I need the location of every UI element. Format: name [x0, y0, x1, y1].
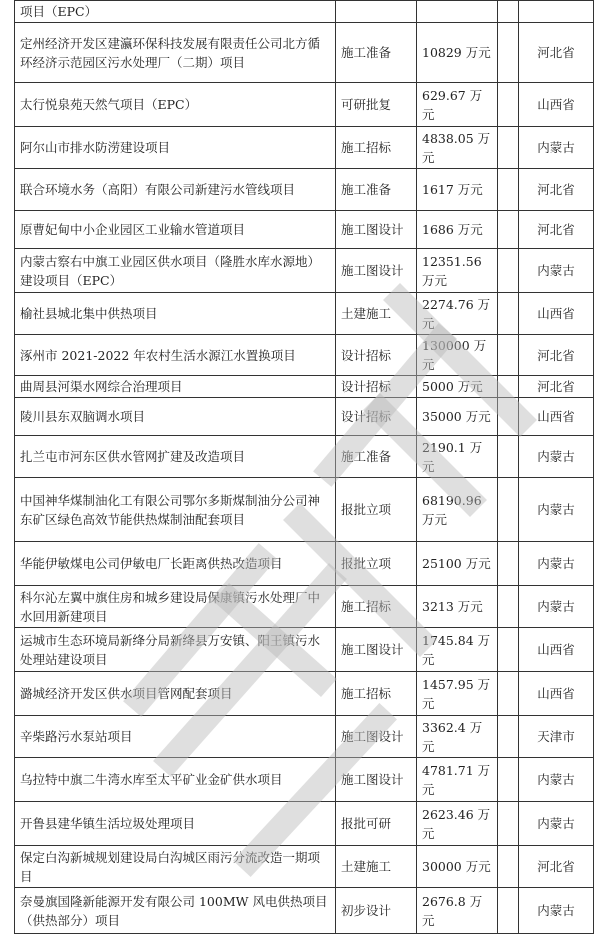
investment-cell: 629.67 万元: [417, 83, 498, 127]
stage-cell: 土建施工: [336, 293, 417, 335]
project-name-cell: 定州经济开发区建瀛环保科技发展有限责任公司北方循环经济示范园区污水处理厂（二期）项目: [15, 23, 336, 83]
stage-cell: 报批可研: [336, 802, 417, 846]
province-cell: 河北省: [519, 211, 594, 249]
stage-cell: 施工图设计: [336, 758, 417, 802]
province-cell: 内蒙古: [519, 127, 594, 169]
province-cell: 山西省: [519, 293, 594, 335]
blank-cell: [498, 398, 519, 436]
blank-cell: [498, 716, 519, 758]
project-name-cell: 运城市生态环境局新绛分局新绛县万安镇、阳王镇污水处理站建设项目: [15, 628, 336, 672]
stage-cell: 土建施工: [336, 846, 417, 888]
stage-cell: 施工招标: [336, 127, 417, 169]
table-row: [15, 716, 594, 758]
project-name-cell: 扎兰屯市河东区供水管网扩建及改造项目: [15, 436, 336, 478]
blank-cell: [498, 127, 519, 169]
stage-cell: 施工图设计: [336, 249, 417, 293]
stage-cell: 设计招标: [336, 398, 417, 436]
blank-cell: [498, 23, 519, 83]
table-row: [15, 335, 594, 376]
investment-cell: 5000 万元: [417, 376, 498, 398]
blank-cell: [498, 1, 519, 23]
project-name-cell: 阿尔山市排水防涝建设项目: [15, 127, 336, 169]
project-table: [14, 0, 594, 934]
blank-cell: [498, 586, 519, 628]
stage-cell: 施工招标: [336, 586, 417, 628]
investment-cell: 12351.56 万元: [417, 249, 498, 293]
province-cell: 河北省: [519, 23, 594, 83]
project-name-cell: 科尔沁左翼中旗住房和城乡建设局保康镇污水处理厂中水回用新建项目: [15, 586, 336, 628]
province-cell: [519, 1, 594, 23]
stage-cell: 施工准备: [336, 436, 417, 478]
project-name-cell: 项目（EPC）: [15, 1, 336, 23]
table-row: [15, 23, 594, 83]
stage-cell: 施工图设计: [336, 211, 417, 249]
province-cell: 内蒙古: [519, 586, 594, 628]
province-cell: 山西省: [519, 628, 594, 672]
table-row: [15, 758, 594, 802]
project-name-cell: 联合环境水务（高阳）有限公司新建污水管线项目: [15, 169, 336, 211]
stage-cell: 施工准备: [336, 23, 417, 83]
investment-cell: 68190.96 万元: [417, 478, 498, 542]
blank-cell: [498, 211, 519, 249]
table-row: [15, 376, 594, 398]
blank-cell: [498, 846, 519, 888]
investment-cell: 130000 万元: [417, 335, 498, 376]
investment-cell: 2274.76 万元: [417, 293, 498, 335]
blank-cell: [498, 376, 519, 398]
investment-cell: 2676.8 万元: [417, 888, 498, 934]
project-name-cell: 开鲁县建华镇生活垃圾处理项目: [15, 802, 336, 846]
table-row: [15, 249, 594, 293]
blank-cell: [498, 169, 519, 211]
table-row: [15, 127, 594, 169]
stage-cell: 设计招标: [336, 335, 417, 376]
table-row: [15, 169, 594, 211]
province-cell: 河北省: [519, 169, 594, 211]
investment-cell: 2190.1 万元: [417, 436, 498, 478]
table-row: [15, 83, 594, 127]
investment-cell: 1617 万元: [417, 169, 498, 211]
blank-cell: [498, 672, 519, 716]
province-cell: 河北省: [519, 335, 594, 376]
blank-cell: [498, 542, 519, 586]
province-cell: 山西省: [519, 83, 594, 127]
project-name-cell: 奈曼旗国隆新能源开发有限公司 100MW 风电供热项目（供热部分）项目: [15, 888, 336, 934]
province-cell: 山西省: [519, 672, 594, 716]
province-cell: 河北省: [519, 376, 594, 398]
province-cell: 天津市: [519, 716, 594, 758]
blank-cell: [498, 758, 519, 802]
province-cell: 内蒙古: [519, 542, 594, 586]
province-cell: 河北省: [519, 846, 594, 888]
blank-cell: [498, 293, 519, 335]
table-row: [15, 436, 594, 478]
investment-cell: 4781.71 万元: [417, 758, 498, 802]
stage-cell: [336, 1, 417, 23]
blank-cell: [498, 436, 519, 478]
project-name-cell: 榆社县城北集中供热项目: [15, 293, 336, 335]
table-row: [15, 293, 594, 335]
table-row: [15, 542, 594, 586]
investment-cell: 1686 万元: [417, 211, 498, 249]
table-row: [15, 672, 594, 716]
investment-cell: 25100 万元: [417, 542, 498, 586]
blank-cell: [498, 888, 519, 934]
project-name-cell: 辛柴路污水泵站项目: [15, 716, 336, 758]
stage-cell: 设计招标: [336, 376, 417, 398]
project-name-cell: 潞城经济开发区供水项目管网配套项目: [15, 672, 336, 716]
blank-cell: [498, 478, 519, 542]
province-cell: 内蒙古: [519, 249, 594, 293]
investment-cell: 2623.46 万元: [417, 802, 498, 846]
investment-cell: 3213 万元: [417, 586, 498, 628]
blank-cell: [498, 335, 519, 376]
table-row: [15, 888, 594, 934]
investment-cell: 4838.05 万元: [417, 127, 498, 169]
project-name-cell: 乌拉特中旗二牛湾水库至太平矿业金矿供水项目: [15, 758, 336, 802]
investment-cell: 30000 万元: [417, 846, 498, 888]
project-name-cell: 曲周县河渠水网综合治理项目: [15, 376, 336, 398]
blank-cell: [498, 249, 519, 293]
project-name-cell: 原曹妃甸中小企业园区工业输水管道项目: [15, 211, 336, 249]
table-row: [15, 398, 594, 436]
stage-cell: 施工准备: [336, 169, 417, 211]
stage-cell: 施工图设计: [336, 628, 417, 672]
province-cell: 内蒙古: [519, 888, 594, 934]
project-name-cell: 保定白沟新城规划建设局白沟城区雨污分流改造一期项目: [15, 846, 336, 888]
blank-cell: [498, 802, 519, 846]
investment-cell: 1745.84 万元: [417, 628, 498, 672]
project-name-cell: 涿州市 2021-2022 年农村生活水源江水置换项目: [15, 335, 336, 376]
investment-cell: 35000 万元: [417, 398, 498, 436]
table-row: [15, 846, 594, 888]
province-cell: 内蒙古: [519, 478, 594, 542]
investment-cell: [417, 1, 498, 23]
blank-cell: [498, 83, 519, 127]
province-cell: 内蒙古: [519, 436, 594, 478]
table-row: [15, 211, 594, 249]
stage-cell: 报批立项: [336, 542, 417, 586]
stage-cell: 施工图设计: [336, 716, 417, 758]
project-name-cell: 内蒙古察右中旗工业园区供水项目（隆胜水库水源地）建设项目（EPC）: [15, 249, 336, 293]
table-row: [15, 802, 594, 846]
stage-cell: 初步设计: [336, 888, 417, 934]
stage-cell: 可研批复: [336, 83, 417, 127]
table-row: [15, 628, 594, 672]
investment-cell: 10829 万元: [417, 23, 498, 83]
project-name-cell: 太行悦泉苑天然气项目（EPC）: [15, 83, 336, 127]
province-cell: 山西省: [519, 398, 594, 436]
project-name-cell: 华能伊敏煤电公司伊敏电厂长距离供热改造项目: [15, 542, 336, 586]
project-name-cell: 陵川县东双脑调水项目: [15, 398, 336, 436]
project-name-cell: 中国神华煤制油化工有限公司鄂尔多斯煤制油分公司神东矿区绿色高效节能供热煤制油配套项目: [15, 478, 336, 542]
investment-cell: 3362.4 万元: [417, 716, 498, 758]
investment-cell: 1457.95 万元: [417, 672, 498, 716]
blank-cell: [498, 628, 519, 672]
province-cell: 内蒙古: [519, 758, 594, 802]
stage-cell: 施工招标: [336, 672, 417, 716]
table-row: [15, 1, 594, 23]
province-cell: 内蒙古: [519, 802, 594, 846]
stage-cell: 报批立项: [336, 478, 417, 542]
table-row: [15, 478, 594, 542]
table-row: [15, 586, 594, 628]
